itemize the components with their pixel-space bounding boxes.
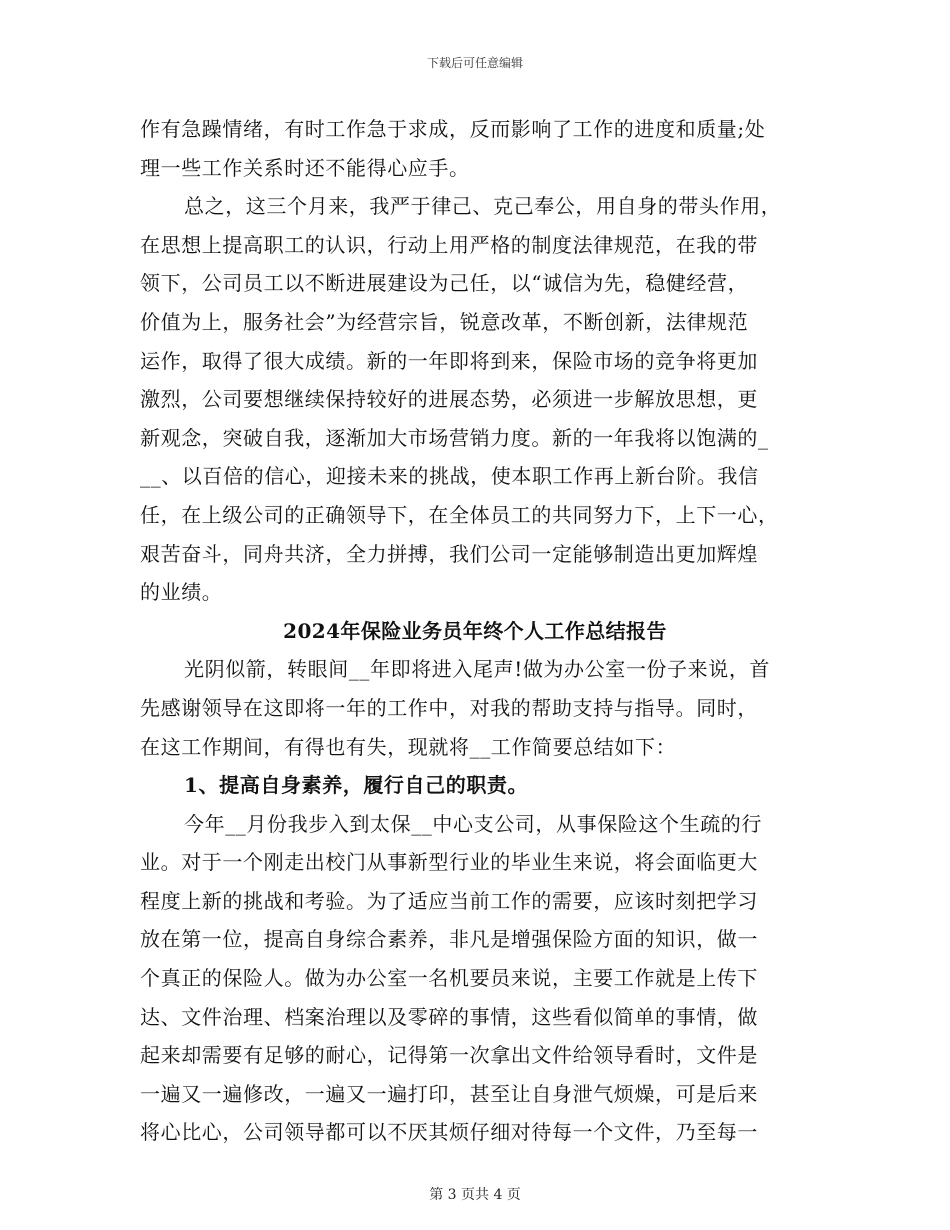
text-line: 理一些工作关系时还不能得心应手。	[140, 155, 470, 180]
text-line: 艰苦奋斗，同舟共济，全力拼搏，我们公司一定能够制造出更加辉煌	[140, 541, 758, 566]
paragraph-start: 光阴似箭，转眼间__年即将进入尾声!做为办公室一份子来说，首	[184, 657, 771, 682]
page-header: 下载后可任意编辑	[426, 56, 523, 70]
text-line: 业。对于一个刚走出校门从事新型行业的毕业生来说，将会面临更大	[140, 850, 758, 875]
text-line: 激烈，公司要想继续保持较好的进展态势，必须进一步解放思想，更	[140, 387, 758, 412]
text-line: 价值为上，服务社会”为经营宗旨，锐意改革，不断创新，法律规范	[140, 309, 749, 334]
text-line: 放在第一位，提高自身综合素养，非凡是增强保险方面的知识，做一	[140, 927, 758, 952]
text-line: 新观念，突破自我，逐渐加大市场营销力度。新的一年我将以饱满的_	[140, 425, 769, 450]
text-line: 运作，取得了很大成绩。新的一年即将到来，保险市场的竞争将更加	[140, 348, 758, 373]
page-footer: 第 3 页共 4 页	[429, 1187, 521, 1203]
text-line: 将心比心，公司领导都可以不厌其烦仔细对待每一个文件，乃至每一	[140, 1120, 758, 1145]
text-line: 领下，公司员工以不断进展建设为己任，以“诚信为先，稳健经营，	[140, 271, 749, 296]
text-line: 作有急躁情绪，有时工作急于求成，反而影响了工作的进度和质量;处	[140, 117, 766, 141]
text-line: 一遍又一遍修改，一遍又一遍打印，甚至让自身泄气烦燥，可是后来	[140, 1081, 758, 1106]
text-line: 起来却需要有足够的耐心，记得第一次拿出文件给领导看时，文件是	[140, 1043, 758, 1068]
text-line: 在这工作期间，有得也有失，现就将__工作简要总结如下：	[140, 734, 677, 759]
paragraph-start: 总之，这三个月来，我严于律己、克己奉公，用自身的带头作用，	[184, 194, 782, 219]
text-line: 达、文件治理、档案治理以及零碎的事情，这些看似简单的事情，做	[140, 1004, 758, 1029]
text-line: 程度上新的挑战和考验。为了适应当前工作的需要，应该时刻把学习	[140, 888, 758, 913]
text-line: 先感谢领导在这即将一年的工作中，对我的帮助支持与指导。同时，	[140, 695, 758, 720]
text-line: 个真正的保险人。做为办公室一名机要员来说，主要工作就是上传下	[140, 966, 758, 991]
text-line: 在思想上提高职工的认识，行动上用严格的制度法律规范，在我的带	[140, 232, 758, 257]
section-title: 2024年保险业务员年终个人工作总结报告	[283, 618, 667, 643]
text-line: __、以百倍的信心，迎接未来的挑战，使本职工作再上新台阶。我信	[140, 464, 759, 489]
text-line: 任，在上级公司的正确领导下，在全体员工的共同努力下，上下一心，	[140, 502, 779, 527]
subheading: 1、提高自身素养，履行自己的职责。	[184, 773, 529, 798]
document-body	[140, 110, 810, 1152]
paragraph-start: 今年__月份我步入到太保__中心支公司，从事保险这个生疏的行	[184, 811, 762, 836]
text-line: 的业绩。	[140, 580, 223, 605]
